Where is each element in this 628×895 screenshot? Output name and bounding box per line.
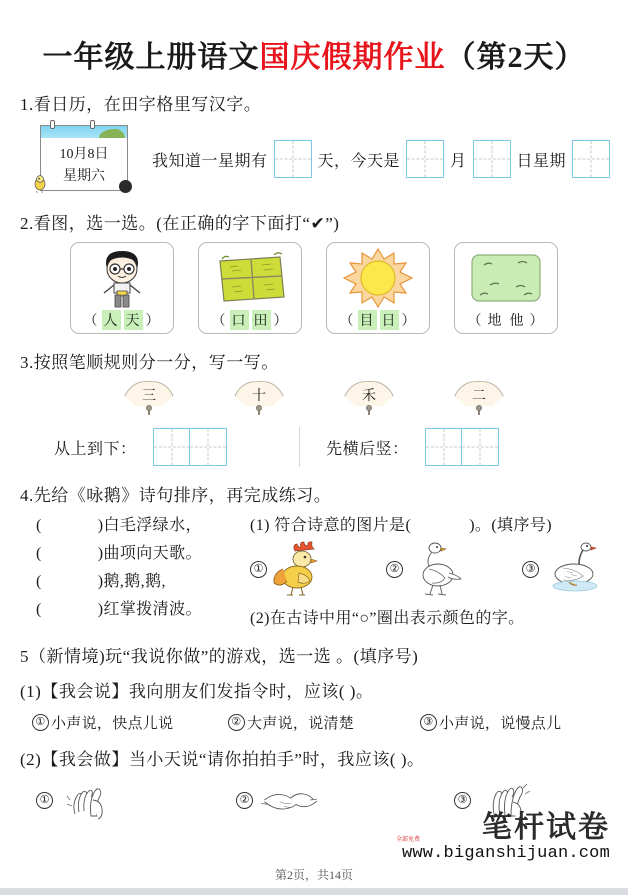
bird-option[interactable] — [522, 541, 609, 597]
bird-options — [250, 541, 614, 597]
tianzige-box[interactable] — [189, 428, 227, 466]
option-number: ③ — [454, 792, 471, 809]
paren-close: ） — [529, 314, 545, 329]
page-footer: 第2页，共14页 — [274, 868, 353, 882]
tianzige-box[interactable] — [572, 140, 610, 178]
question-3-fans — [14, 381, 614, 415]
choice-right[interactable]: 日 — [380, 310, 399, 330]
option-number: ② — [236, 792, 253, 809]
picture-card[interactable] — [454, 242, 558, 334]
rooster-icon — [269, 541, 331, 597]
poem-text: 曲项向天歌。 — [103, 545, 202, 562]
footer-bar — [0, 888, 628, 895]
choice-right[interactable]: 天 — [124, 310, 143, 330]
boy-icon — [76, 247, 168, 309]
q5-hand-option[interactable] — [36, 780, 236, 820]
title-prefix: 一年级上册语文 — [42, 41, 260, 74]
choice-left[interactable]: 人 — [102, 310, 121, 330]
q1-text-c: 月 — [450, 152, 467, 170]
swan-icon — [541, 541, 609, 597]
q4-sub2: (2)在古诗中用“○”圈出表示颜色的字。 — [250, 610, 525, 627]
question-2-cards — [14, 242, 614, 334]
q5-sub1: (1)【我会说】我向朋友们发指令时，应该( )。 — [20, 682, 374, 701]
paren-close: ） — [145, 314, 161, 329]
watermark — [395, 810, 610, 863]
fan-icon — [233, 381, 285, 415]
bird-option[interactable] — [386, 541, 514, 597]
choice-left[interactable]: 口 — [230, 310, 249, 330]
poem-text: 红掌拨清波。 — [103, 601, 202, 618]
ground-icon — [460, 247, 552, 309]
poem-text: 白毛浮绿水， — [103, 517, 202, 534]
tianzige-pair[interactable] — [153, 428, 228, 466]
question-3-write-row — [14, 427, 614, 467]
tianzige-box[interactable] — [406, 140, 444, 178]
paren-open: （ — [211, 314, 227, 329]
watermark-stamp: 全部免费 — [395, 836, 420, 843]
question-1-row — [32, 123, 614, 195]
q5-hand-option[interactable] — [454, 780, 535, 820]
option-number: ③ — [522, 561, 539, 578]
poem-line[interactable]: ( )红掌拨清波。 — [36, 601, 202, 618]
option-label: 大声说，说清楚 — [247, 716, 355, 732]
option-label: 小声说，说慢点儿 — [439, 716, 562, 732]
fan-character: 十 — [252, 389, 266, 404]
option-label: 小声说，快点儿说 — [51, 716, 174, 732]
q5-options-2 — [36, 780, 614, 820]
divider — [299, 427, 300, 467]
question-3-prompt: 3.按照笔顺规则分一分，写一写。 — [20, 353, 279, 372]
watermark-brand: 笔杆试卷 — [482, 810, 610, 845]
card-choices[interactable] — [84, 310, 161, 330]
card-choices[interactable] — [468, 310, 545, 330]
card-choices[interactable] — [340, 310, 417, 330]
q5-sub2: (2)【我会做】当小天说“请你拍拍手”时，我应该( )。 — [20, 750, 425, 769]
choice-right[interactable]: 他 — [509, 314, 525, 329]
question-4-body — [14, 512, 614, 628]
q5-options-1 — [32, 712, 614, 733]
calendar-weekday: 星期六 — [63, 169, 105, 184]
paren-close: ） — [401, 314, 417, 329]
q4-sub1-suffix: )。(填序号) — [469, 517, 552, 534]
question-5-prompt: 5（新情境)玩“我说你做”的游戏，选一选 。(填序号) — [20, 647, 419, 666]
poem-line[interactable]: ( )曲项向天歌。 — [36, 545, 202, 562]
title-suffix: （第2天） — [445, 41, 586, 74]
option-number: ① — [32, 714, 49, 731]
fan-character: 二 — [472, 389, 486, 404]
q1-text-b: 天，今天是 — [317, 152, 401, 170]
high-five-icon — [479, 780, 535, 820]
goose-icon — [405, 541, 467, 597]
q1-text-a: 我知道一星期有 — [152, 152, 268, 170]
card-choices[interactable] — [212, 310, 289, 330]
title-highlight: 国庆假期作业 — [259, 41, 446, 74]
option-number: ③ — [420, 714, 437, 731]
option-number: ① — [36, 792, 53, 809]
calendar-date: 10月8日 — [59, 147, 109, 162]
q5-option[interactable] — [32, 712, 228, 733]
tianzige-box[interactable] — [473, 140, 511, 178]
handshake-icon — [261, 780, 317, 820]
calendar-icon — [32, 123, 136, 195]
paren-close: ） — [273, 314, 289, 329]
q3-label-top-to-bottom: 从上到下： — [54, 440, 137, 458]
sun-icon — [332, 247, 424, 309]
fan-icon — [123, 381, 175, 415]
q4-sub1-prefix: (1) 符合诗意的图片是( — [250, 517, 412, 534]
fan-character: 三 — [142, 389, 156, 404]
bird-mascot-icon — [32, 173, 48, 193]
fan-icon — [343, 381, 395, 415]
q5-option[interactable] — [228, 712, 420, 733]
poem-line[interactable]: ( )白毛浮绿水， — [36, 517, 202, 534]
poem-line[interactable]: ( )鹅,鹅,鹅, — [36, 573, 166, 590]
q4-sub1 — [250, 512, 614, 535]
choice-left[interactable]: 地 — [487, 314, 503, 329]
tianzige-box[interactable] — [153, 428, 191, 466]
choice-left[interactable]: 目 — [358, 310, 377, 330]
option-number: ① — [250, 561, 267, 578]
paren-open: （ — [339, 314, 355, 329]
poem-text: 鹅,鹅,鹅, — [103, 573, 166, 590]
decor-ball — [119, 180, 132, 193]
fan-icon — [453, 381, 505, 415]
watermark-url: www.biganshijuan.com — [401, 844, 610, 863]
clapping-hands-icon — [61, 780, 117, 820]
picture-card[interactable] — [198, 242, 302, 334]
fields-icon — [204, 247, 296, 309]
choice-right[interactable]: 田 — [252, 310, 271, 330]
q5-hand-option[interactable] — [236, 780, 454, 820]
tianzige-pair[interactable] — [425, 428, 500, 466]
paren-open: （ — [467, 314, 483, 329]
question-4-sub — [246, 512, 614, 628]
q5-option[interactable] — [420, 712, 561, 733]
question-1-prompt: 1.看日历，在田字格里写汉字。 — [20, 95, 262, 114]
picture-card[interactable] — [326, 242, 430, 334]
poem-order-list — [14, 512, 246, 628]
option-number: ② — [386, 561, 403, 578]
q3-label-horizontal-first: 先横后竖： — [326, 440, 409, 458]
tianzige-box[interactable] — [425, 428, 463, 466]
picture-card[interactable] — [70, 242, 174, 334]
fan-character: 禾 — [362, 389, 376, 404]
paren-open: （ — [83, 314, 99, 329]
bird-option[interactable] — [250, 541, 378, 597]
q1-text-d: 日星期 — [516, 152, 567, 170]
tianzige-box[interactable] — [461, 428, 499, 466]
question-4-prompt: 4.先给《咏鹅》诗句排序，再完成练习。 — [20, 486, 332, 505]
tianzige-box[interactable] — [274, 140, 312, 178]
option-number: ② — [228, 714, 245, 731]
page-title — [14, 0, 614, 76]
question-2-prompt: 2.看图，选一选。(在正确的字下面打“✔”) — [20, 214, 340, 233]
